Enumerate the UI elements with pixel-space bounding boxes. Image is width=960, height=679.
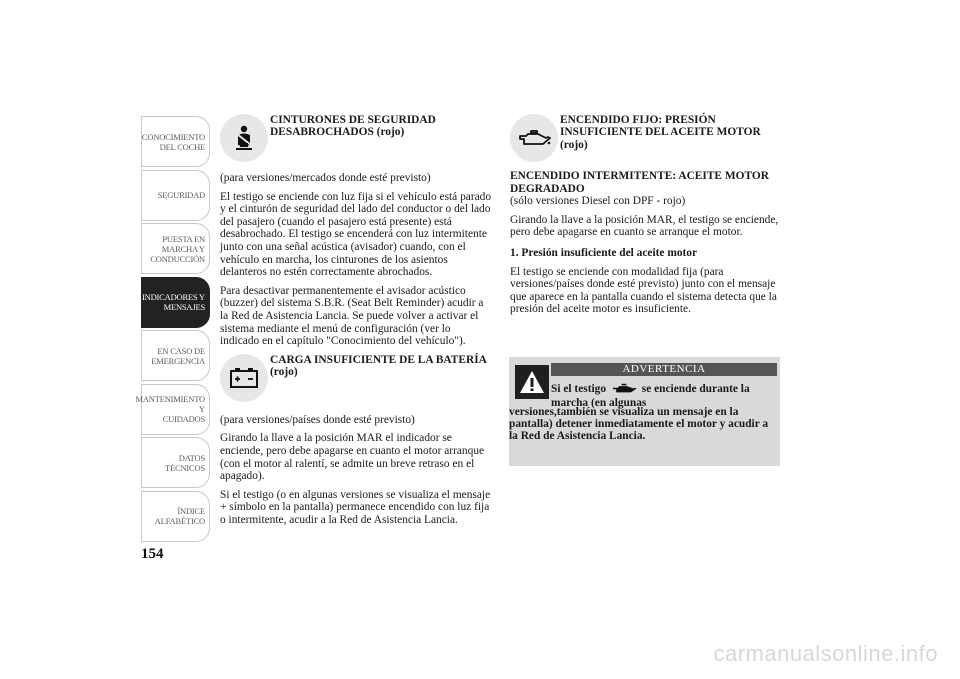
seatbelt-paragraph-1: El testigo se enciende con luz fija si el vehículo está parado y el cinturón de seguridad del lado del conductor o del lado del pasajero (cuando el pasajero está presente) está desabrochado. El testigo se encenderá con luz intermitente junto con una señal acústica (avisador) cuando, con el vehículo en marcha, los cinturones de los asientos delanteros no estén correctamente abrochados. [220, 190, 492, 279]
warning-text-top: Si el testigo se enciende durante la marcha (en algunas [551, 383, 750, 409]
chapter-tabs [135, 116, 210, 544]
tab-datos-tecnicos[interactable]: DATOS TÉCNICOS [141, 437, 210, 488]
battery-note: (para versiones/países donde esté previsto) [220, 413, 415, 426]
tab-seguridad[interactable]: SEGURIDAD [141, 170, 210, 221]
right-column [510, 114, 782, 322]
seatbelt-heading-row [220, 114, 492, 172]
watermark: carmanualsonline.info [713, 641, 938, 666]
seatbelt-heading: CINTURONES DE SEGURIDAD DESABROCHADOS (rojo) [270, 114, 436, 139]
seatbelt-icon [220, 114, 268, 162]
battery-icon [220, 354, 268, 402]
oil-section-title: 1. Presión insuficiente del aceite motor [510, 246, 698, 259]
oil-paragraph-2: El testigo se enciende con modalidad fija (para versiones/países donde esté previsto) junto con el mensaje que aparece en la pantalla cuando el sistema detecta que la presión del aceite motor es insuficiente. [510, 265, 777, 316]
page-number: 154 [141, 546, 164, 562]
tab-puesta-en-marcha[interactable]: PUESTA EN MARCHA Y CONDUCCIÓN [141, 223, 210, 274]
warning-title: ADVERTENCIA [551, 363, 777, 376]
tab-indice-alfabetico[interactable]: ÍNDICE ALFABÉTICO [141, 491, 210, 542]
oil-heading-row [510, 114, 782, 170]
battery-paragraph-1: Girando la llave a la posición MAR el indicador se enciende, pero debe apagarse en cuanto el motor arranque (con el motor al ralentí, se admite un breve retraso en el apagado). [220, 432, 485, 483]
left-column [220, 114, 492, 532]
tab-en-caso-de-emergencia[interactable]: EN CASO DE EMERGENCIA [141, 330, 210, 381]
oil-can-icon [510, 114, 558, 162]
warning-box [509, 357, 780, 466]
warning-triangle-icon [515, 365, 549, 399]
tab-conocimiento-del-coche[interactable]: CONOCIMIENTO DEL COCHE [141, 116, 210, 167]
tab-mantenimiento[interactable]: MANTENIMIENTO Y CUIDADOS [141, 384, 210, 435]
battery-heading-row [220, 354, 492, 414]
oil-sub-note: (sólo versiones Diesel con DPF - rojo) [510, 195, 686, 208]
oil-can-inline-icon [609, 383, 639, 398]
warning-text-bottom: versiones,también se visualiza un mensaje en la pantalla) detener inmediatamente el motor y acudir a la Red de Asistencia Lancia. [509, 406, 769, 442]
tab-indicadores-y-mensajes[interactable]: INDICADORES Y MENSAJES [141, 277, 210, 328]
seatbelt-note: (para versiones/mercados donde esté previsto) [220, 172, 431, 184]
seatbelt-paragraph-2: Para desactivar permanentemente el avisador acústico (buzzer) del sistema S.B.R. (Seat Belt Reminder) acudir a la Red de Asistencia Lancia. Se puede volver a activar el sistema mediante el menú de configuración (ver lo indicado en el capítulo "Conocimiento del vehículo"). [220, 284, 484, 348]
oil-paragraph-1: Girando la llave a la posición MAR, el testigo se enciende, pero debe apagarse en cuanto se arranque el motor. [510, 213, 779, 239]
oil-heading: ENCENDIDO FIJO: PRESIÓN INSUFICIENTE DEL ACEITE MOTOR (rojo) [560, 114, 761, 151]
battery-paragraph-2: Si el testigo (o en algunas versiones se visualiza el mensaje + símbolo en la pantalla) permanece encendido con luz fija o intermitente, acudir a la Red de Asistencia Lancia. [220, 488, 491, 526]
oil-sub-heading: ENCENDIDO INTERMITENTE: ACEITE MOTOR DEGRADADO [510, 170, 769, 195]
battery-heading: CARGA INSUFICIENTE DE LA BATERÍA (rojo) [270, 353, 487, 379]
